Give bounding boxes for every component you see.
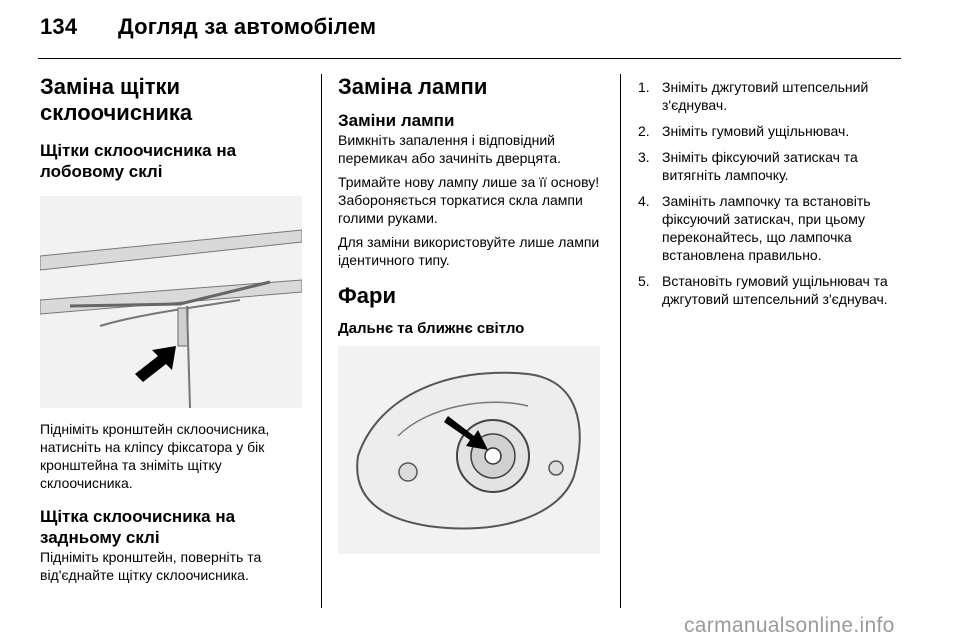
paragraph-bulb-handling: Тримайте нову лампу лише за її основу! Забороняється торкатися скла лампи голими руками. <box>338 174 600 226</box>
page-number: 134 <box>40 14 78 39</box>
list-item: 2. Зніміть гумовий ущільнювач. <box>638 123 850 139</box>
subsection-title-windscreen: Щітки склоочисника на лобовому склі <box>40 141 237 181</box>
list-item: 3. Зніміть фіксуючий затискач та витягніть лампочку. <box>638 149 858 183</box>
header-rule <box>38 58 901 59</box>
chapter-title: Догляд за автомобілем <box>118 14 377 39</box>
column-divider-1 <box>321 74 322 608</box>
paragraph-ignition: Вимкніть запалення і відповідний перемикач або зачиніть дверцята. <box>338 132 561 166</box>
paragraph-rear: Підніміть кронштейн, поверніть та від'єднайте щітку склоочисника. <box>40 549 262 583</box>
section-title-headlights: Фари <box>338 283 396 308</box>
watermark: carmanualsonline.info <box>684 614 895 637</box>
paragraph-bulb-type: Для заміни використовуйте лише лампи ідентичного типу. <box>338 234 600 268</box>
column-wiper <box>40 74 308 584</box>
list-item: 1. Зніміть джгутовий штепсельний з'єднувач. <box>638 79 869 113</box>
list-item: 5. Встановіть гумовий ущільнювач та джгутовий штепсельний з'єднувач. <box>638 273 888 307</box>
bulb-replacement-steps <box>638 78 906 308</box>
subsection-title-bulb-replacement: Заміни лампи <box>338 111 455 130</box>
headlight-illustration <box>338 346 600 554</box>
section-title-wiper: Заміна щітки склоочисника <box>40 74 193 125</box>
wiper-illustration <box>40 196 302 408</box>
section-title-bulb: Заміна лампи <box>338 74 488 99</box>
column-divider-2 <box>620 74 621 608</box>
page-header <box>40 14 376 40</box>
paragraph-windscreen: Підніміть кронштейн склоочисника, натисніть на кліпсу фіксатора у бік кронштейна та зніміть щітку склоочисника. <box>40 421 270 491</box>
column-bulb <box>338 74 608 554</box>
column-steps <box>638 78 906 316</box>
subsection-title-rear: Щітка склоочисника на задньому склі <box>40 507 236 547</box>
list-item: 4. Замініть лампочку та встановіть фіксуючий затискач, при цьому переконайтесь, що лампочка встановлена правильно. <box>638 193 871 263</box>
subsection-title-high-low-beam: Дальнє та ближнє світло <box>338 320 525 337</box>
